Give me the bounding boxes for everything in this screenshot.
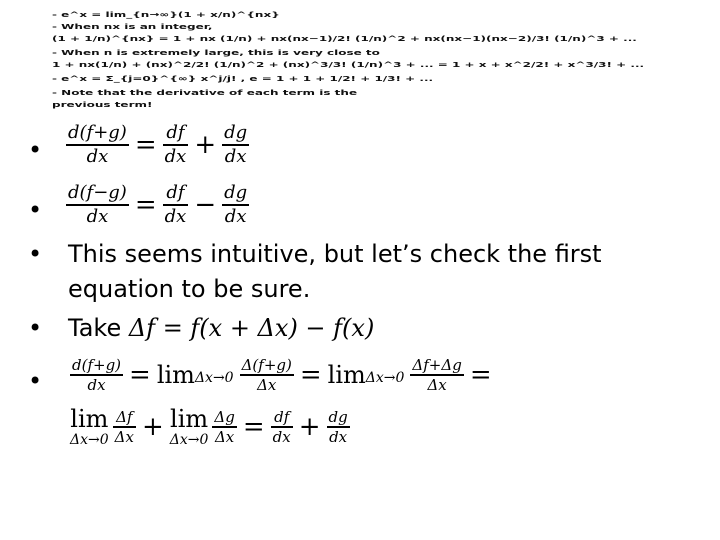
limit-operator: lim Δx→0 (70, 405, 109, 448)
fraction: $\frac{\Delta f+\Delta g}{\Delta x}$ (412, 356, 462, 394)
take-definition (68, 314, 374, 342)
intuition-line-1: This seems intuitive, but let’s check the first (68, 240, 602, 268)
sum-rule-equation: $\frac{d(f+g)}{dx}$ = $\frac{df}{dx}$ + $\frac{dg}{dx}$ (68, 122, 248, 167)
bullet-marker: • (28, 314, 43, 342)
fraction: $\frac{dg}{dx}$ (224, 182, 248, 227)
notes-line: - When nx is an integer, (52, 22, 213, 31)
limit-operator: lim (327, 360, 366, 389)
take-label: Take (68, 314, 129, 342)
notes-line: - When n is extremely large, this is very close to (52, 48, 380, 57)
limit-operator: lim Δx→0 (169, 405, 209, 448)
bullet-marker: • (28, 240, 43, 268)
fraction: $\frac{\Delta(f+g)}{\Delta x}$ (241, 356, 292, 394)
notes-line: previous term! (52, 100, 153, 109)
fraction: $\frac{df}{dx}$ (272, 408, 291, 446)
proof-line-2: lim Δx→0 $\frac{\Delta f}{\Delta x}$ + lim Δx→0 $\frac{\Delta g}{\Delta x}$ = $\frac{df}{dx}$ + $\frac{dg}{dx}$ (70, 405, 348, 448)
notes-line: - e^x = Σ_{j=0}^{∞} x^j/j! , e = 1 + 1 + 1/2! + 1/3! + ... (52, 74, 434, 83)
fraction: $\frac{dg}{dx}$ (224, 122, 248, 167)
bullet-marker: • (28, 196, 43, 224)
fraction: $\frac{dg}{dx}$ (328, 408, 348, 446)
fraction: $\frac{df}{dx}$ (164, 122, 187, 167)
proof-line-1: $\frac{d(f+g)}{dx}$ = lim Δx→0 $\frac{\Delta(f+g)}{\Delta x}$ = lim Δx→0 $\frac{\Delta f+\Delta g}{\Delta x}$ = (72, 356, 492, 394)
notes-line: 1 + nx(1/n) + (nx)^2/2! (1/n)^2 + (nx)^3/3! (1/n)^3 + ... = 1 + x + x^2/2! + x^3/3! + ... (52, 60, 645, 69)
fraction: $\frac{d(f-g)}{dx}$ (68, 182, 127, 227)
bullet-marker: • (28, 136, 43, 164)
notes-line: - Note that the derivative of each term is the (52, 88, 358, 97)
fraction: $\frac{\Delta g}{\Delta x}$ (214, 408, 235, 446)
fraction: $\frac{df}{dx}$ (164, 182, 187, 227)
intuition-line-2: equation to be sure. (68, 275, 311, 303)
fraction: $\frac{\Delta f}{\Delta x}$ (114, 408, 134, 446)
compressed-notes-block (52, 10, 682, 118)
fraction: $\frac{d(f+g)}{dx}$ (72, 356, 122, 394)
bullet-marker: • (28, 367, 43, 395)
notes-line: - e^x = lim_{n→∞}(1 + x/n)^{nx} (52, 10, 280, 19)
delta-f-definition: Δf = f(x + Δx) − f(x) (128, 314, 375, 342)
difference-rule-equation: $\frac{d(f-g)}{dx}$ = $\frac{df}{dx}$ − $\frac{dg}{dx}$ (68, 182, 248, 227)
fraction: $\frac{d(f+g)}{dx}$ (68, 122, 127, 167)
limit-operator: lim (156, 360, 195, 389)
notes-line: (1 + 1/n)^{nx} = 1 + nx (1/n) + nx(nx−1)/2! (1/n)^2 + nx(nx−1)(nx−2)/3! (1/n)^3 + ... (52, 34, 637, 43)
